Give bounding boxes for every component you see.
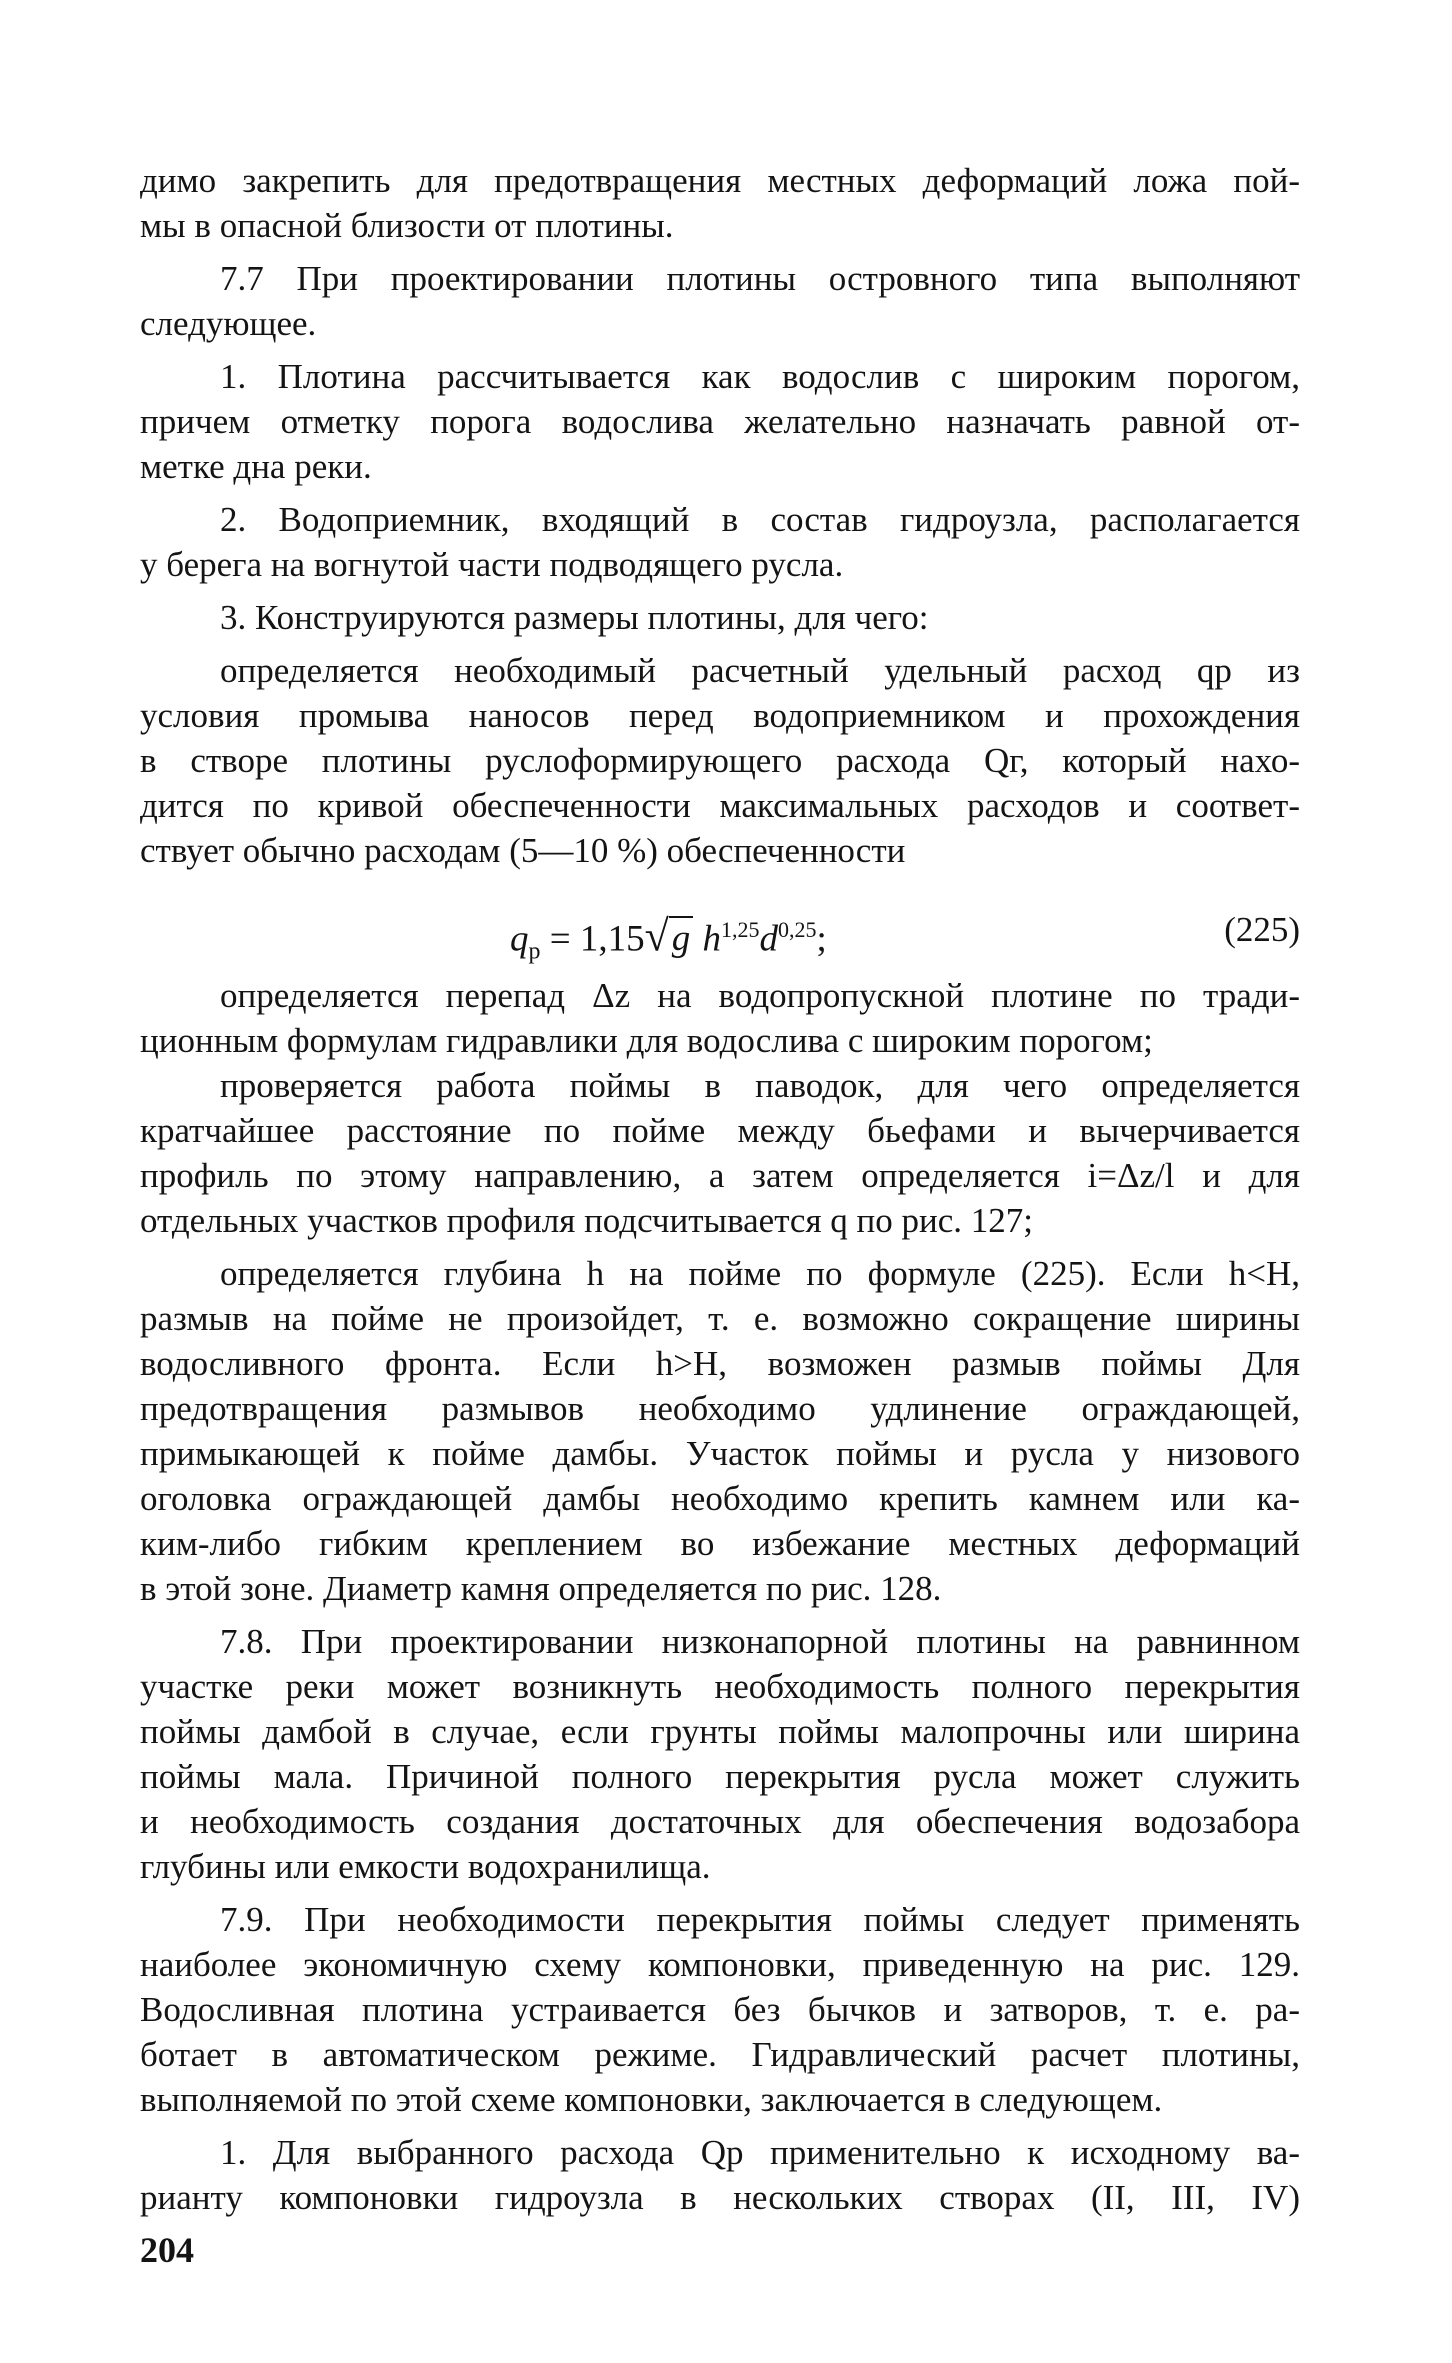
paragraph-item-2 bbox=[140, 497, 1300, 587]
square-root-icon: √ bbox=[644, 911, 669, 961]
formula-end: ; bbox=[816, 918, 827, 960]
paragraph-item-3 bbox=[140, 595, 1300, 640]
text-line: условия промыва наносов перед водоприемником и прохождения bbox=[140, 696, 1300, 735]
text-line: определяется глубина h на пойме по формуле (225). Если h<H, bbox=[220, 1254, 1300, 1293]
text-line: мы в опасной близости от плотины. bbox=[140, 206, 674, 245]
body-text bbox=[140, 158, 1300, 2220]
formula-expression bbox=[510, 907, 827, 975]
paragraph-head-difference bbox=[140, 973, 1300, 1063]
text-line: 3. Конструируются размеры плотины, для чего: bbox=[220, 598, 929, 637]
text-line: 7.7 При проектировании плотины островного типа выполняют bbox=[220, 259, 1300, 298]
paragraph-7-8 bbox=[140, 1619, 1300, 1889]
text-line: оголовка ограждающей дамбы необходимо крепить камнем или ка- bbox=[140, 1479, 1300, 1518]
paragraph-discharge bbox=[140, 648, 1300, 873]
formula-lhs: q bbox=[510, 918, 529, 960]
text-line: ботает в автоматическом режиме. Гидравлический расчет плотины, bbox=[140, 2035, 1300, 2074]
text-line: отдельных участков профиля подсчитывается q по рис. 127; bbox=[140, 1201, 1034, 1240]
text-line: наиболее экономичную схему компоновки, приведенную на рис. 129. bbox=[140, 1945, 1300, 1984]
text-line: рианту компоновки гидроузла в нескольких створах (II, III, IV) bbox=[140, 2178, 1300, 2217]
text-line: 1. Плотина рассчитывается как водослив с широким порогом, bbox=[220, 357, 1300, 396]
text-line: профиль по этому направлению, а затем определяется i=Δz/l и для bbox=[140, 1156, 1300, 1195]
text-line: 2. Водоприемник, входящий в состав гидроузла, располагается bbox=[220, 500, 1300, 539]
formula-coefficient: 1,15 bbox=[579, 918, 645, 960]
text-line: проверяется работа поймы в паводок, для чего определяется bbox=[220, 1066, 1300, 1105]
formula-radicand: g bbox=[669, 916, 694, 959]
formula-d: d bbox=[759, 918, 779, 960]
paragraph-item-1-selected-discharge bbox=[140, 2130, 1300, 2220]
text-line: ционным формулам гидравлики для водослива с широким порогом; bbox=[140, 1021, 1153, 1060]
paragraph-item-1 bbox=[140, 354, 1300, 489]
text-line: выполняемой по этой схеме компоновки, заключается в следующем. bbox=[140, 2080, 1163, 2119]
text-line: следующее. bbox=[140, 304, 317, 343]
paragraph-depth bbox=[140, 1251, 1300, 1611]
page-number: 204 bbox=[140, 2230, 194, 2270]
formula-equals: = bbox=[549, 918, 571, 960]
formula-lhs-subscript: р bbox=[528, 938, 541, 965]
paragraph-floodplain-check bbox=[140, 1063, 1300, 1243]
text-line: поймы мала. Причиной полного перекрытия русла может служить bbox=[140, 1757, 1300, 1796]
text-line: метке дна реки. bbox=[140, 447, 372, 486]
text-line: примыкающей к пойме дамбы. Участок поймы и русла у низового bbox=[140, 1434, 1300, 1473]
paragraph-continuation bbox=[140, 158, 1300, 248]
text-line: поймы дамбой в случае, если грунты поймы малопрочны или ширина bbox=[140, 1712, 1300, 1751]
formula-d-exponent: 0,25 bbox=[778, 917, 817, 942]
text-line: 7.9. При необходимости перекрытия поймы следует применять bbox=[220, 1900, 1300, 1939]
text-line: кратчайшее расстояние по пойме между бьефами и вычерчивается bbox=[140, 1111, 1300, 1150]
text-line: водосливного фронта. Если h>H, возможен размыв поймы Для bbox=[140, 1344, 1300, 1383]
formula-225 bbox=[140, 873, 1300, 973]
text-line: дится по кривой обеспеченности максимальных расходов и соответ- bbox=[140, 786, 1300, 825]
text-line: 7.8. При проектировании низконапорной плотины на равнинном bbox=[220, 1622, 1300, 1661]
formula-h-exponent: 1,25 bbox=[721, 917, 760, 942]
text-line: определяется необходимый расчетный удельный расход qр из bbox=[220, 651, 1300, 690]
text-line: глубины или емкости водохранилища. bbox=[140, 1847, 711, 1886]
text-line: определяется перепад Δz на водопропускной плотине по тради- bbox=[220, 976, 1300, 1015]
text-line: и необходимость создания достаточных для обеспечения водозабора bbox=[140, 1802, 1300, 1841]
text-line: в этой зоне. Диаметр камня определяется по рис. 128. bbox=[140, 1569, 942, 1608]
text-line: Водосливная плотина устраивается без бычков и затворов, т. е. ра- bbox=[140, 1990, 1300, 2029]
paragraph-7-7 bbox=[140, 256, 1300, 346]
text-line: ким-либо гибким креплением во избежание местных деформаций bbox=[140, 1524, 1300, 1563]
text-line: предотвращения размывов необходимо удлинение ограждающей, bbox=[140, 1389, 1300, 1428]
text-line: 1. Для выбранного расхода Qр применительно к исходному ва- bbox=[220, 2133, 1300, 2172]
paragraph-7-9 bbox=[140, 1897, 1300, 2122]
formula-h: h bbox=[702, 918, 722, 960]
text-line: димо закрепить для предотвращения местных деформаций ложа пой- bbox=[140, 161, 1300, 200]
text-line: причем отметку порога водослива желательно назначать равной от- bbox=[140, 402, 1300, 441]
text-line: в створе плотины руслоформирующего расхода Qг, который нахо- bbox=[140, 741, 1300, 780]
text-line: ствует обычно расходам (5—10 %) обеспеченности bbox=[140, 831, 906, 870]
equation-number: (225) bbox=[1224, 910, 1300, 949]
text-line: размыв на пойме не произойдет, т. е. возможно сокращение ширины bbox=[140, 1299, 1300, 1338]
text-line: у берега на вогнутой части подводящего русла. bbox=[140, 545, 844, 584]
text-line: участке реки может возникнуть необходимость полного перекрытия bbox=[140, 1667, 1300, 1706]
